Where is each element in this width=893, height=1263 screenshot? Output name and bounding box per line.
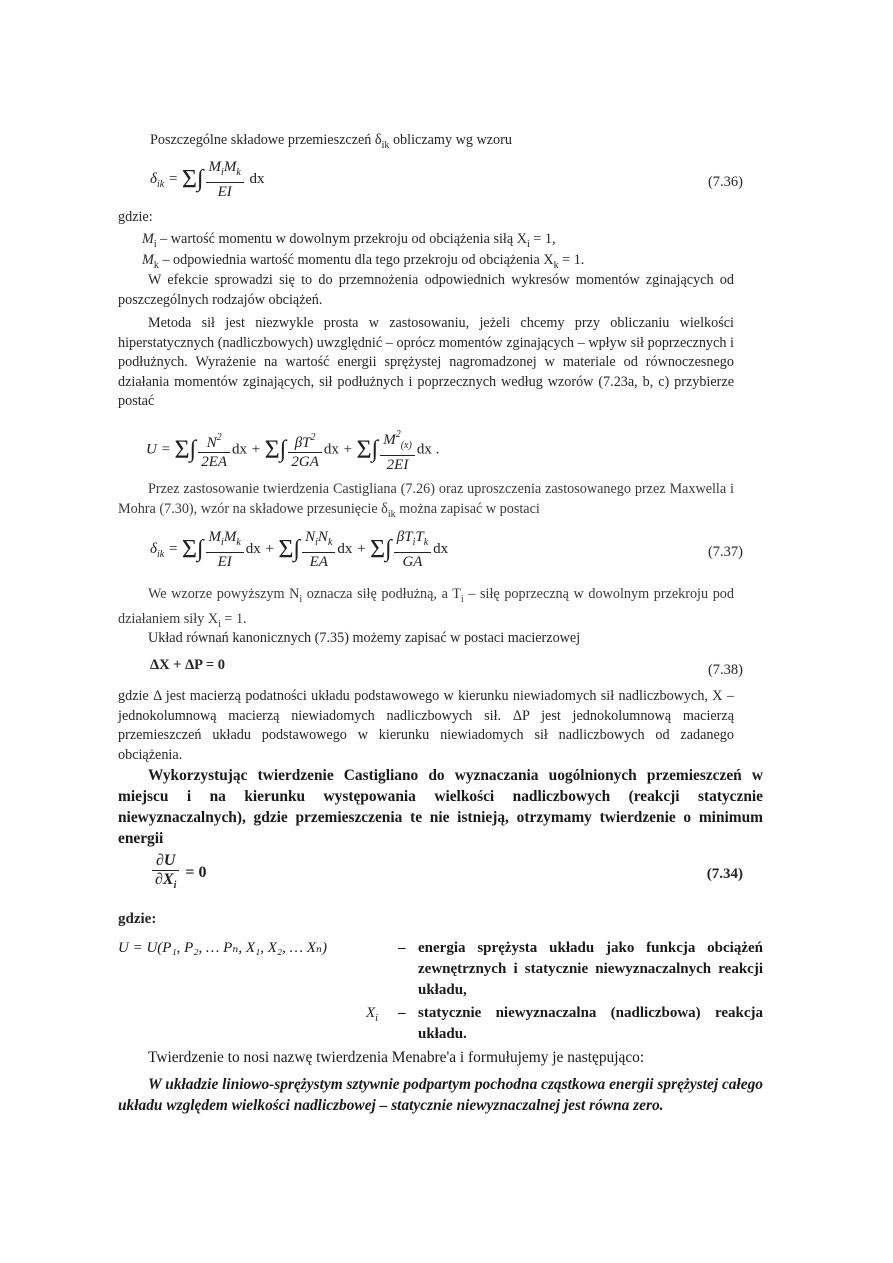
energy-equation: U = Σ∫ $\frac{N^2}{2EA}$ dx + Σ∫ $\frac{\beta T^2}{2GA}$ dx + Σ∫ $\frac{M^2_{(x)}}{2EI}$ dx . — [146, 426, 439, 474]
paragraph-theorem-statement: W układzie liniowo-sprężystym sztywnie podpartym pochodna cząstkowa energii sprężystej całego układu względem wielkości nadliczbowej – statycznie niewyznaczalnej jest równa zero. — [118, 1076, 763, 1114]
definition-u-dash: – — [398, 940, 406, 956]
paragraph-menabrea: Twierdzenie to nosi nazwę twierdzenia Menabre'a i formułujemy je następująco: — [148, 1049, 645, 1066]
intro-sub: ik — [381, 140, 390, 151]
paragraph-force-method: Metoda sił jest niezwykle prosta w zastosowaniu, jeżeli chcemy przy obliczaniu wielkości hiperstatycznych (nadliczbowych) uwzględnić – oprócz momentów zginających – wpływ sił poprzecznych i podłużnych. Wyrażenie na wartość energii sprężystej nagromadzonej w materiale od równoczesnego działania momentów zginających, sił podłużnych i poprzecznych według wzorów (7.23a, b, c) przybierze postać — [118, 315, 734, 410]
intro-line — [150, 131, 512, 156]
equation-7-37: $\delta_{ik} = \Sigma\int$ $\frac{M_iM_k}{EI}$ dx + Σ∫ $\frac{N_iN_k}{EA}$ dx + Σ∫ $\frac{\beta T_iT_k}{GA}$ dx — [150, 529, 449, 570]
equation-number-7-38: (7.38) — [707, 662, 743, 678]
paragraph-matrix: gdzie Δ jest macierzą podatności układu podstawowego w kierunku niewiadomych sił nadliczbowych, X – jednokolumnową macierzą niewiadomych nadliczbowych sił. ΔP jest jednokolumnową macierzą przemieszczeń układu podstawowego w kierunku niewiadomych sił nadliczbowych od zadanego obciążenia. — [118, 688, 734, 763]
intro-text: Poszczególne składowe przemieszczeń δ — [150, 132, 382, 148]
intro-end: obliczamy wg wzoru — [389, 132, 512, 148]
equation-number-7-36: (7.36) — [707, 174, 743, 190]
definition-x-symbol: $X_i$ — [366, 1005, 378, 1024]
gdzie-label-2: gdzie: — [118, 911, 157, 927]
equation-7-38: ΔX + ΔP = 0 — [150, 657, 225, 673]
equation-7-34: $\frac{\partial U}{\partial X_i}$ = 0 — [150, 852, 206, 895]
definition-u-text: energia sprężysta układu jako funkcja obciążeń zewnętrznych i statycznie niewyznaczalnych reakcji układu, — [418, 940, 763, 998]
definition-mk: $M_k$ – odpowiednia wartość momentu dla tego przekroju od obciążenia $X_k = 1$. — [142, 252, 585, 271]
equation-number-7-37: (7.37) — [707, 544, 743, 560]
definition-x-text: statycznie niewyznaczalna (nadliczbowa) reakcja układu. — [418, 1005, 763, 1042]
definition-u-formula: U = U(P₁, P₂, … Pₙ, X₁, X₂, … Xₙ) — [118, 940, 327, 956]
definition-mi: $M_i$ – wartość momentu w dowolnym przekroju od obciążenia siłą $X_i = 1$, — [142, 231, 556, 250]
paragraph-castigliano-theorem: Wykorzystując twierdzenie Castigliano do wyznaczania uogólnionych przemieszczeń w miejscu i na kierunku występowania wielkości nadliczbowych (reakcji statycznie niewyznaczalnych), gdzie przemieszczenia te nie istnieją, otrzymamy twierdzenie o minimum energii — [118, 767, 763, 847]
equation-number-7-34: (7.34) — [706, 866, 743, 882]
gdzie-label-1: gdzie: — [118, 209, 153, 225]
paragraph-effect: W efekcie sprowadzi się to do przemnożenia odpowiednich wykresów momentów zginających od poszczególnych rodzajów obciążeń. — [118, 272, 734, 308]
paragraph-canonical: Układ równań kanonicznych (7.35) możemy zapisać w postaci macierzowej — [148, 630, 581, 646]
paragraph-symbols: We wzorze powyższym $N_i$ oznacza siłę podłużną, a $T_i$ – siłę poprzeczną w dowolnym przekroju pod działaniem siły $X_i = 1$. — [118, 586, 734, 630]
definition-x-dash: – — [398, 1005, 406, 1021]
equation-7-36: $\delta_{ik} = \Sigma\int$ $\frac{M_iM_k}{EI}$ dx — [150, 159, 265, 200]
paragraph-castigliano: Przez zastosowanie twierdzenia Castigliana (7.26) oraz uproszczenia zastosowanego przez Maxwella i Mohra (7.30), wzór na składowe przesunięcie $\delta_{ik}$ można zapisać w postaci — [118, 481, 734, 520]
